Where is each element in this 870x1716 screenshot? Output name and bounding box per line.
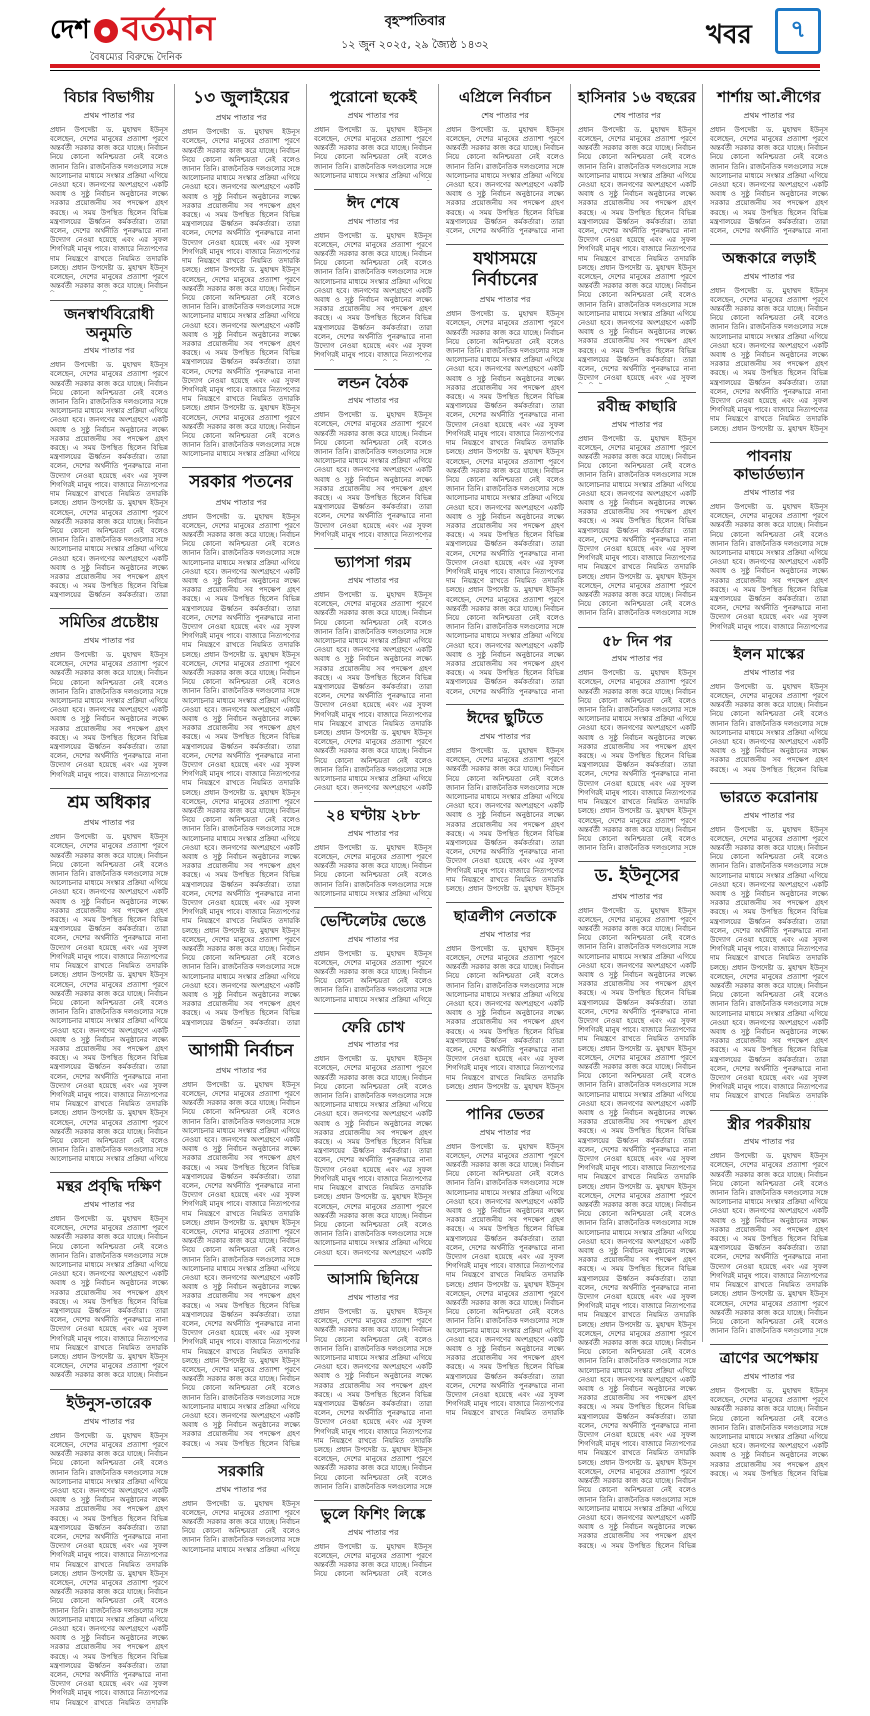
article-body: প্রধান উপদেষ্টা ড. মুহাম্মদ ইউনূস বলেছেন, দেশের মানুষের প্রত্যাশা পূরণে অন্তর্বর্তী সরকার কাজ করে যাচ্ছে। নির্বাচন নিয়ে কোনো অনিশ্চয়তা নেই বলেও জানান তিনি। রাজনৈতিক দলগুলোর সঙ্গে আলোচনার মাধ্যমে সংস্কার প্রক্রিয়া এগিয়ে নেওয়া হবে। জনগণের অংশগ্রহণে একটি অবাধ ও সুষ্ঠু নির্বাচন অনুষ্ঠানের লক্ষ্যে সরকার প্রয়োজনীয় সব পদক্ষেপ গ্রহণ করছে। এ সময় উপস্থিত ছিলেন বিভিন্ন মন্ত্রণালয়ের ঊর্ধ্বতন কর্মকর্তারা। তারা বলেন, দেশের অর্থনীতি পুনরুদ্ধারে নানা উদ্যোগ নেওয়া হয়েছে এবং এর সুফল শিগগিরই মানুষ পাবে। বাজারে নিত্যপণ্যের দাম নিয়ন্ত্রণে রাখতে নিয়মিত তদারকি চলছে। প্রধান উপদেষ্টা ড. মুহাম্মদ ইউনূস বলেছেন, দেশের মানুষের প্রত্যাশা পূরণে অন্তর্বর্তী সরকার কাজ করে যাচ্ছে। নির্বাচন bbox=[50, 1215, 168, 1380]
article-body: প্রধান উপদেষ্টা ড. মুহাম্মদ ইউনূস বলেছেন, দেশের মানুষের প্রত্যাশা পূরণে অন্তর্বর্তী সরকার কাজ করে যাচ্ছে। নির্বাচন নিয়ে কোনো অনিশ্চয়তা নেই বলেও জানান তিনি। রাজনৈতিক দলগুলোর সঙ্গে আলোচনার মাধ্যমে সংস্কার প্রক্রিয়া এগিয়ে নেওয়া হবে। জনগণের অংশগ্রহণে একটি অবাধ ও সুষ্ঠু নির্বাচন অনুষ্ঠানের লক্ষ্যে সরকার প্রয়োজনীয় সব পদক্ষেপ গ্রহণ করছে। এ সময় উপস্থিত ছিলেন বিভিন্ন মন্ত্রণালয়ের ঊর্ধ্বতন কর্মকর্তারা। তারা বলেন, দেশের অর্থনীতি পুনরুদ্ধারে নানা উদ্যোগ নেওয়া হয়েছে এবং এর সুফল শিগগিরই মানুষ পাবে। বাজারে নিত্যপণ্যের দাম নিয়ন্ত্রণে রাখতে নিয়মিত তদারকি চলছে। প্রধান উপদেষ্টা ড. মুহাম্মদ ইউনূস বলেছেন, দেশের মানুষের প্রত্যাশা পূরণে অন্তর্বর্তী সরকার কাজ করে যাচ্ছে। নির্বাচন নিয়ে কোনো অনিশ্চয়তা নেই বলেও জানান তিনি। রাজনৈতিক দলগুলোর সঙ্গে আলোচনার মাধ্যমে সংস্কার প্রক্রিয়া এগিয়ে নেওয়া হবে। জনগণের অংশগ্রহণে একটি অবাধ ও সুষ্ঠু নির্বাচন অনুষ্ঠানের লক্ষ্যে সরকার প্রয়োজনীয় সব পদক্ষেপ গ্রহণ করছে। এ সময় উপস্থিত ছিলেন বিভিন্ন মন্ত্রণালয়ের ঊর্ধ্বতন কর্মকর্তারা। তারা বলেন, দেশের অর্থনীতি পুনরুদ্ধারে নানা উদ্যোগ নেওয়া হয়েছে এবং এর সুফল শিগগিরই মানুষ পাবে। বাজারে নিত্যপণ্যের দাম নিয়ন্ত্রণে রাখতে নিয়মিত তদারকি চলছে। প্রধান উপদেষ্টা ড. মুহাম্মদ ইউনূস বলেছেন, দেশের মানুষের প্রত্যাশা পূরণে অন্তর্বর্তী সরকার কাজ করে যাচ্ছে। নির্বাচন নিয়ে কোনো অনিশ্চয়তা নেই বলেও জানান তিনি। রাজনৈতিক দলগুলোর সঙ্গে আলোচনার মাধ্যমে সংস্কার প্রক্রিয়া এগিয়ে bbox=[182, 128, 300, 459]
article-divider bbox=[578, 861, 696, 862]
article-headline[interactable]: ফেরি চোখ bbox=[341, 1017, 405, 1036]
article-headline[interactable]: পানির ভেতর bbox=[465, 1104, 545, 1123]
article-headline[interactable]: ১৩ জুলাইয়ের bbox=[193, 88, 289, 108]
article-headline[interactable]: জনস্বার্থবিরোধী অনুমতি bbox=[64, 304, 154, 342]
article-body: প্রধান উপদেষ্টা ড. মুহাম্মদ ইউনূস বলেছেন, দেশের মানুষের প্রত্যাশা পূরণে অন্তর্বর্তী সরকার কাজ করে যাচ্ছে। নির্বাচন নিয়ে কোনো অনিশ্চয়তা নেই বলেও জানান তিনি। রাজনৈতিক দলগুলোর সঙ্গে আলোচনার মাধ্যমে সংস্কার প্রক্রিয়া এগিয়ে নেওয়া হবে। জনগণের অংশগ্রহণে একটি অবাধ ও সুষ্ঠু নির্বাচন অনুষ্ঠানের লক্ষ্যে সরকার প্রয়োজনীয় সব পদক্ষেপ গ্রহণ করছে। এ সময় উপস্থিত ছিলেন বিভিন্ন মন্ত্রণালয়ের ঊর্ধ্বতন কর্মকর্তারা। তারা বলেন, দেশের অর্থনীতি পুনরুদ্ধারে নানা উদ্যোগ নেওয়া হয়েছে এবং এর সুফল শিগগিরই মানুষ পাবে। বাজারে নিত্যপণ্যের দাম নিয়ন্ত্রণে রাখতে নিয়মিত তদারকি চলছে। প্রধান উপদেষ্টা ড. মুহাম্মদ ইউনূস bbox=[446, 944, 564, 1091]
article-divider bbox=[446, 902, 564, 903]
article-body: প্রধান উপদেষ্টা ড. মুহাম্মদ ইউনূস বলেছেন, দেশের মানুষের প্রত্যাশা পূরণে অন্তর্বর্তী সরকার কাজ করে যাচ্ছে। নির্বাচন নিয়ে কোনো অনিশ্চয়তা নেই বলেও bbox=[314, 1542, 432, 1579]
continued-label: শেষ পাতার পর bbox=[613, 110, 661, 120]
article-headline[interactable]: বিচার বিভাগীয় bbox=[64, 88, 154, 106]
news-article bbox=[314, 1270, 432, 1492]
article-divider bbox=[578, 627, 696, 628]
continued-label: প্রথম পাতার পর bbox=[83, 818, 135, 828]
news-article bbox=[314, 194, 432, 361]
article-body: প্রধান উপদেষ্টা ড. মুহাম্মদ ইউনূস বলেছেন, দেশের মানুষের প্রত্যাশা পূরণে অন্তর্বর্তী সরকার কাজ করে যাচ্ছে। নির্বাচন নিয়ে কোনো অনিশ্চয়তা নেই বলেও জানান তিনি। রাজনৈতিক দলগুলোর সঙ্গে আলোচনার মাধ্যমে সংস্কার প্রক্রিয়া এগিয়ে bbox=[182, 1499, 300, 1554]
article-body: প্রধান উপদেষ্টা ড. মুহাম্মদ ইউনূস বলেছেন, দেশের মানুষের প্রত্যাশা পূরণে অন্তর্বর্তী সরকার কাজ করে যাচ্ছে। নির্বাচন নিয়ে কোনো অনিশ্চয়তা নেই বলেও জানান তিনি। রাজনৈতিক দলগুলোর সঙ্গে আলোচনার মাধ্যমে সংস্কার প্রক্রিয়া এগিয়ে নেওয়া হবে। জনগণের অংশগ্রহণে একটি অবাধ ও সুষ্ঠু নির্বাচন অনুষ্ঠানের লক্ষ্যে সরকার প্রয়োজনীয় সব পদক্ষেপ গ্রহণ করছে। এ সময় উপস্থিত ছিলেন বিভিন্ন bbox=[710, 682, 828, 774]
article-headline[interactable]: ভেন্টিলেটর ভেঙে bbox=[319, 911, 427, 930]
article-body: প্রধান উপদেষ্টা ড. মুহাম্মদ ইউনূস বলেছেন, দেশের মানুষের প্রত্যাশা পূরণে অন্তর্বর্তী সরকার কাজ করে যাচ্ছে। নির্বাচন নিয়ে কোনো অনিশ্চয়তা নেই বলেও জানান তিনি। রাজনৈতিক দলগুলোর সঙ্গে আলোচনার মাধ্যমে সংস্কার প্রক্রিয়া এগিয়ে নেওয়া হবে। জনগণের অংশগ্রহণে একটি অবাধ ও সুষ্ঠু নির্বাচন অনুষ্ঠানের লক্ষ্যে সরকার প্রয়োজনীয় সব পদক্ষেপ গ্রহণ করছে। এ সময় উপস্থিত ছিলেন বিভিন্ন মন্ত্রণালয়ের ঊর্ধ্বতন কর্মকর্তারা। তারা বলেন, দেশের অর্থনীতি পুনরুদ্ধারে নানা উদ্যোগ নেওয়া হয়েছে এবং এর সুফল শিগগিরই মানুষ পাবে। বাজারে নিত্যপণ্যের দাম নিয়ন্ত্রণে রাখতে নিয়মিত তদারকি চলছে। প্রধান উপদেষ্টা ড. মুহাম্মদ ইউনূস বলেছেন, দেশের মানুষের প্রত্যাশা পূরণে অন্তর্বর্তী সরকার কাজ করে যাচ্ছে। নির্বাচন নিয়ে কোনো অনিশ্চয়তা নেই বলেও জানান তিনি। রাজনৈতিক দলগুলোর সঙ্গে আলোচনার মাধ্যমে সংস্কার প্রক্রিয়া এগিয়ে নেওয়া হবে। জনগণের অংশগ্রহণে একটি অবাধ ও সুষ্ঠু নির্বাচন অনুষ্ঠানের লক্ষ্যে সরকার প্রয়োজনীয় সব পদক্ষেপ গ্রহণ করছে। এ সময় উপস্থিত ছিলেন বিভিন্ন মন্ত্রণালয়ের ঊর্ধ্বতন কর্মকর্তারা। তারা বলেন, দেশের অর্থনীতি পুনরুদ্ধারে নানা উদ্যোগ নেওয়া হয়েছে এবং এর সুফল bbox=[578, 125, 696, 383]
news-article bbox=[446, 907, 564, 1092]
article-body: প্রধান উপদেষ্টা ড. মুহাম্মদ ইউনূস বলেছেন, দেশের মানুষের প্রত্যাশা পূরণে অন্তর্বর্তী সরকার কাজ করে যাচ্ছে। নির্বাচন নিয়ে কোনো অনিশ্চয়তা নেই বলেও জানান তিনি। রাজনৈতিক দলগুলোর সঙ্গে আলোচনার মাধ্যমে সংস্কার প্রক্রিয়া এগিয়ে নেওয়া হবে। জনগণের অংশগ্রহণে একটি অবাধ ও সুষ্ঠু নির্বাচন অনুষ্ঠানের লক্ষ্যে সরকার প্রয়োজনীয় সব পদক্ষেপ গ্রহণ করছে। এ সময় উপস্থিত ছিলেন বিভিন্ন মন্ত্রণালয়ের ঊর্ধ্বতন কর্মকর্তারা। তারা বলেন, দেশের অর্থনীতি পুনরুদ্ধারে নানা উদ্যোগ নেওয়া হয়েছে এবং এর সুফল শিগগিরই মানুষ পাবে। বাজারে নিত্যপণ্যের দাম নিয়ন্ত্রণে রাখতে নিয়মিত তদারকি চলছে। প্রধান উপদেষ্টা ড. মুহাম্মদ ইউনূস বলেছেন, দেশের মানুষের প্রত্যাশা পূরণে অন্তর্বর্তী সরকার কাজ করে যাচ্ছে। নির্বাচন bbox=[50, 125, 168, 291]
news-article bbox=[578, 397, 696, 619]
news-article bbox=[314, 806, 432, 899]
news-article bbox=[710, 1115, 828, 1337]
article-body: প্রধান উপদেষ্টা ড. মুহাম্মদ ইউনূস বলেছেন, দেশের মানুষের প্রত্যাশা পূরণে অন্তর্বর্তী সরকার কাজ করে যাচ্ছে। নির্বাচন নিয়ে কোনো অনিশ্চয়তা নেই বলেও জানান তিনি। রাজনৈতিক দলগুলোর সঙ্গে আলোচনার মাধ্যমে সংস্কার প্রক্রিয়া এগিয়ে নেওয়া হবে। জনগণের অংশগ্রহণে একটি অবাধ ও সুষ্ঠু নির্বাচন অনুষ্ঠানের লক্ষ্যে সরকার প্রয়োজনীয় সব পদক্ষেপ গ্রহণ করছে। এ সময় উপস্থিত ছিলেন বিভিন্ন মন্ত্রণালয়ের ঊর্ধ্বতন কর্মকর্তারা। তারা বলেন, দেশের অর্থনীতি পুনরুদ্ধারে নানা উদ্যোগ নেওয়া হয়েছে এবং এর সুফল শিগগিরই মানুষ পাবে। বাজারে নিত্যপণ্যের দাম নিয়ন্ত্রণে রাখতে নিয়মিত তদারকি চলছে। প্রধান উপদেষ্টা ড. মুহাম্মদ ইউনূস বলেছেন, দেশের মানুষের প্রত্যাশা পূরণে অন্তর্বর্তী সরকার কাজ করে যাচ্ছে। নির্বাচন নিয়ে কোনো অনিশ্চয়তা নেই বলেও জানান তিনি। রাজনৈতিক দলগুলোর সঙ্গে আলোচনার মাধ্যমে সংস্কার প্রক্রিয়া এগিয়ে নেওয়া হবে। জনগণের অংশগ্রহণে একটি অবাধ ও সুষ্ঠু নির্বাচন অনুষ্ঠানের লক্ষ্যে সরকার প্রয়োজনীয় সব পদক্ষেপ গ্রহণ করছে। এ সময় উপস্থিত ছিলেন বিভিন্ন মন্ত্রণালয়ের ঊর্ধ্বতন কর্মকর্তারা। তারা বলেন, দেশের অর্থনীতি পুনরুদ্ধারে নানা উদ্যোগ নেওয়া হয়েছে এবং এর সুফল শিগগিরই মানুষ পাবে। বাজারে নিত্যপণ্যের দাম নিয়ন্ত্রণে রাখতে নিয়মিত তদারকি চলছে। প্রধান উপদেষ্টা ড. মুহাম্মদ ইউনূস বলেছেন, দেশের মানুষের প্রত্যাশা পূরণে অন্তর্বর্তী সরকার কাজ করে যাচ্ছে। নির্বাচন নিয়ে কোনো অনিশ্চয়তা নেই বলেও জানান তিনি। রাজনৈতিক দলগুলোর সঙ্গে আলোচনার মাধ্যমে সংস্কার প্রক্রিয়া এগিয়ে নেওয়া হবে। জনগণের অংশগ্রহণে একটি অবাধ ও সুষ্ঠু নির্বাচন অনুষ্ঠানের লক্ষ্যে সরকার প্রয়োজনীয় সব পদক্ষেপ গ্রহণ করছে। এ সময় উপস্থিত ছিলেন বিভিন্ন মন্ত্রণালয়ের ঊর্ধ্বতন কর্মকর্তারা। তারা বলেন, দেশের অর্থনীতি পুনরুদ্ধারে নানা উদ্যোগ নেওয়া হয়েছে এবং এর সুফল শিগগিরই মানুষ পাবে। বাজারে নিত্যপণ্যের দাম নিয়ন্ত্রণে রাখতে নিয়মিত তদারকি চলছে। প্রধান উপদেষ্টা ড. মুহাম্মদ ইউনূস বলেছেন, দেশের মানুষের প্রত্যাশা পূরণে অন্তর্বর্তী সরকার কাজ করে যাচ্ছে। নির্বাচন নিয়ে কোনো অনিশ্চয়তা নেই বলেও জানান তিনি। রাজনৈতিক দলগুলোর সঙ্গে আলোচনার মাধ্যমে সংস্কার প্রক্রিয়া এগিয়ে নেওয়া হবে। জনগণের অংশগ্রহণে একটি অবাধ ও সুষ্ঠু নির্বাচন অনুষ্ঠানের লক্ষ্যে সরকার প্রয়োজনীয় সব পদক্ষেপ গ্রহণ করছে। এ সময় উপস্থিত ছিলেন বিভিন্ন মন্ত্রণালয়ের ঊর্ধ্বতন কর্মকর্তারা। তারা bbox=[182, 512, 300, 1027]
continued-label: প্রথম পাতার পর bbox=[479, 295, 531, 305]
article-body: প্রধান উপদেষ্টা ড. মুহাম্মদ ইউনূস বলেছেন, দেশের মানুষের প্রত্যাশা পূরণে অন্তর্বর্তী সরকার কাজ করে যাচ্ছে। নির্বাচন নিয়ে কোনো অনিশ্চয়তা নেই বলেও জানান তিনি। রাজনৈতিক দলগুলোর সঙ্গে আলোচনার মাধ্যমে সংস্কার প্রক্রিয়া এগিয়ে নেওয়া হবে। জনগণের অংশগ্রহণে একটি অবাধ ও সুষ্ঠু নির্বাচন অনুষ্ঠানের লক্ষ্যে সরকার প্রয়োজনীয় সব পদক্ষেপ গ্রহণ করছে। এ সময় উপস্থিত ছিলেন বিভিন্ন মন্ত্রণালয়ের ঊর্ধ্বতন কর্মকর্তারা। তারা বলেন, দেশের অর্থনীতি পুনরুদ্ধারে নানা উদ্যোগ নেওয়া হয়েছে এবং এর সুফল শিগগিরই মানুষ পাবে। বাজারে নিত্যপণ্যের দাম নিয়ন্ত্রণে রাখতে নিয়মিত তদারকি চলছে। প্রধান উপদেষ্টা ড. মুহাম্মদ ইউনূস বলেছেন, দেশের মানুষের প্রত্যাশা পূরণে অন্তর্বর্তী সরকার কাজ করে যাচ্ছে। নির্বাচন নিয়ে কোনো অনিশ্চয়তা নেই বলেও জানান তিনি। রাজনৈতিক দলগুলোর সঙ্গে আলোচনার মাধ্যমে সংস্কার প্রক্রিয়া এগিয়ে নেওয়া হবে। জনগণের অংশগ্রহণে একটি bbox=[314, 591, 432, 793]
article-divider bbox=[50, 1172, 168, 1173]
article-body: প্রধান উপদেষ্টা ড. মুহাম্মদ ইউনূস বলেছেন, দেশের মানুষের প্রত্যাশা পূরণে অন্তর্বর্তী সরকার কাজ করে যাচ্ছে। নির্বাচন নিয়ে কোনো অনিশ্চয়তা নেই বলেও জানান তিনি। রাজনৈতিক দলগুলোর সঙ্গে আলোচনার মাধ্যমে সংস্কার প্রক্রিয়া এগিয়ে bbox=[314, 125, 432, 180]
article-headline[interactable]: ত্রাণের অপেক্ষায় bbox=[719, 1349, 819, 1368]
article-divider bbox=[314, 907, 432, 908]
news-article bbox=[446, 249, 564, 697]
news-article bbox=[578, 866, 696, 1550]
article-headline[interactable]: ৫৮ দিন পর bbox=[602, 631, 672, 650]
article-body: প্রধান উপদেষ্টা ড. মুহাম্মদ ইউনূস বলেছেন, দেশের মানুষের প্রত্যাশা পূরণে অন্তর্বর্তী সরকার কাজ করে যাচ্ছে। নির্বাচন নিয়ে কোনো অনিশ্চয়তা নেই বলেও জানান তিনি। রাজনৈতিক দলগুলোর সঙ্গে আলোচনার মাধ্যমে সংস্কার প্রক্রিয়া এগিয়ে নেওয়া হবে। জনগণের অংশগ্রহণে একটি অবাধ ও সুষ্ঠু নির্বাচন অনুষ্ঠানের লক্ষ্যে সরকার প্রয়োজনীয় সব পদক্ষেপ গ্রহণ করছে। এ সময় উপস্থিত ছিলেন বিভিন্ন মন্ত্রণালয়ের ঊর্ধ্বতন কর্মকর্তারা। তারা বলেন, দেশের অর্থনীতি পুনরুদ্ধারে নানা উদ্যোগ নেওয়া হয়েছে এবং এর সুফল শিগগিরই মানুষ পাবে। বাজারে নিত্যপণ্যের দাম নিয়ন্ত্রণে রাখতে নিয়মিত তদারকি চলছে। প্রধান উপদেষ্টা ড. মুহাম্মদ ইউনূস বলেছেন, দেশের মানুষের প্রত্যাশা পূরণে অন্তর্বর্তী সরকার কাজ করে যাচ্ছে। নির্বাচন নিয়ে কোনো অনিশ্চয়তা নেই বলেও জানান তিনি। রাজনৈতিক দলগুলোর সঙ্গে আলোচনার মাধ্যমে সংস্কার প্রক্রিয়া এগিয়ে নেওয়া হবে। জনগণের অংশগ্রহণে একটি অবাধ ও সুষ্ঠু নির্বাচন অনুষ্ঠানের লক্ষ্যে সরকার প্রয়োজনীয় সব পদক্ষেপ গ্রহণ করছে। এ সময় উপস্থিত ছিলেন বিভিন্ন মন্ত্রণালয়ের ঊর্ধ্বতন কর্মকর্তারা। তারা বলেন, দেশের অর্থনীতি পুনরুদ্ধারে নানা উদ্যোগ নেওয়া হয়েছে এবং এর সুফল শিগগিরই মানুষ পাবে। বাজারে নিত্যপণ্যের দাম নিয়ন্ত্রণে রাখতে নিয়মিত তদারকি চলছে। প্রধান উপদেষ্টা ড. মুহাম্মদ ইউনূস বলেছেন, দেশের মানুষের প্রত্যাশা পূরণে অন্তর্বর্তী সরকার কাজ করে যাচ্ছে। নির্বাচন নিয়ে কোনো অনিশ্চয়তা নেই বলেও জানান তিনি। রাজনৈতিক দলগুলোর সঙ্গে আলোচনার মাধ্যমে সংস্কার প্রক্রিয়া এগিয়ে bbox=[50, 833, 168, 1164]
news-article bbox=[182, 88, 300, 459]
article-divider bbox=[314, 1013, 432, 1014]
news-article bbox=[446, 709, 564, 894]
article-body: প্রধান উপদেষ্টা ড. মুহাম্মদ ইউনূস বলেছেন, দেশের মানুষের প্রত্যাশা পূরণে অন্তর্বর্তী সরকার কাজ করে যাচ্ছে। নির্বাচন নিয়ে কোনো অনিশ্চয়তা নেই বলেও জানান তিনি। রাজনৈতিক দলগুলোর সঙ্গে আলোচনার মাধ্যমে সংস্কার প্রক্রিয়া এগিয়ে নেওয়া হবে। জনগণের অংশগ্রহণে একটি অবাধ ও সুষ্ঠু নির্বাচন অনুষ্ঠানের লক্ষ্যে সরকার প্রয়োজনীয় সব পদক্ষেপ গ্রহণ করছে। এ সময় উপস্থিত ছিলেন বিভিন্ন মন্ত্রণালয়ের ঊর্ধ্বতন কর্মকর্তারা। তারা বলেন, দেশের অর্থনীতি পুনরুদ্ধারে নানা উদ্যোগ নেওয়া হয়েছে এবং এর সুফল শিগগিরই মানুষ পাবে। বাজারে নিত্যপণ্যের দাম নিয়ন্ত্রণে রাখতে নিয়মিত তদারকি চলছে। প্রধান উপদেষ্টা ড. মুহাম্মদ ইউনূস বলেছেন, দেশের মানুষের প্রত্যাশা পূরণে অন্তর্বর্তী সরকার কাজ করে যাচ্ছে। নির্বাচন নিয়ে কোনো অনিশ্চয়তা নেই বলেও জানান তিনি। রাজনৈতিক দলগুলোর সঙ্গে আলোচনার মাধ্যমে সংস্কার প্রক্রিয়া এগিয়ে নেওয়া হবে। জনগণের অংশগ্রহণে একটি bbox=[314, 1055, 432, 1257]
news-article bbox=[314, 1018, 432, 1258]
news-article bbox=[50, 305, 168, 601]
article-headline[interactable]: ভারতে করোনায় bbox=[720, 787, 818, 806]
article-divider bbox=[314, 801, 432, 802]
article-divider bbox=[314, 189, 432, 190]
news-article bbox=[182, 472, 300, 1027]
masthead bbox=[0, 0, 870, 80]
news-article bbox=[50, 793, 168, 1164]
article-body: প্রধান উপদেষ্টা ড. মুহাম্মদ ইউনূস বলেছেন, দেশের মানুষের প্রত্যাশা পূরণে অন্তর্বর্তী সরকার কাজ করে যাচ্ছে। নির্বাচন নিয়ে কোনো অনিশ্চয়তা নেই বলেও জানান তিনি। রাজনৈতিক দলগুলোর সঙ্গে আলোচনার মাধ্যমে সংস্কার প্রক্রিয়া এগিয়ে নেওয়া হবে। জনগণের অংশগ্রহণে একটি অবাধ ও সুষ্ঠু নির্বাচন অনুষ্ঠানের লক্ষ্যে সরকার প্রয়োজনীয় সব পদক্ষেপ গ্রহণ করছে। এ সময় উপস্থিত ছিলেন বিভিন্ন মন্ত্রণালয়ের ঊর্ধ্বতন কর্মকর্তারা। তারা বলেন, দেশের অর্থনীতি পুনরুদ্ধারে নানা উদ্যোগ নেওয়া হয়েছে এবং এর সুফল শিগগিরই মানুষ পাবে। বাজারে নিত্যপণ্যের bbox=[314, 411, 432, 539]
continued-label: প্রথম পাতার পর bbox=[347, 576, 399, 585]
article-body: প্রধান উপদেষ্টা ড. মুহাম্মদ ইউনূস বলেছেন, দেশের মানুষের প্রত্যাশা পূরণে অন্তর্বর্তী সরকার কাজ করে যাচ্ছে। নির্বাচন নিয়ে কোনো অনিশ্চয়তা নেই বলেও জানান তিনি। রাজনৈতিক দলগুলোর সঙ্গে আলোচনার মাধ্যমে সংস্কার প্রক্রিয়া এগিয়ে নেওয়া হবে। জনগণের অংশগ্রহণে একটি অবাধ ও সুষ্ঠু নির্বাচন অনুষ্ঠানের লক্ষ্যে সরকার প্রয়োজনীয় সব পদক্ষেপ গ্রহণ করছে। এ সময় উপস্থিত ছিলেন বিভিন্ন মন্ত্রণালয়ের ঊর্ধ্বতন কর্মকর্তারা। তারা বলেন, দেশের অর্থনীতি পুনরুদ্ধারে নানা উদ্যোগ নেওয়া হয়েছে এবং এর সুফল শিগগিরই মানুষ পাবে। বাজারে নিত্যপণ্যের দাম নিয়ন্ত্রণে রাখতে নিয়মিত তদারকি চলছে। প্রধান উপদেষ্টা ড. মুহাম্মদ ইউনূস bbox=[710, 286, 828, 433]
article-divider bbox=[314, 548, 432, 549]
continued-label: শেষ পাতার পর bbox=[481, 110, 529, 120]
news-article bbox=[710, 249, 828, 434]
article-headline[interactable]: ছাত্রলীগ নেতাকে bbox=[453, 907, 557, 925]
continued-label: প্রথম পাতার পর bbox=[215, 1065, 267, 1075]
news-column bbox=[314, 84, 432, 1588]
newspaper-logo bbox=[50, 8, 216, 50]
article-divider bbox=[710, 442, 828, 443]
article-divider bbox=[446, 704, 564, 705]
article-headline[interactable]: লন্ডন বৈঠক bbox=[337, 373, 409, 392]
article-body: প্রধান উপদেষ্টা ড. মুহাম্মদ ইউনূস বলেছেন, দেশের মানুষের প্রত্যাশা পূরণে অন্তর্বর্তী সরকার কাজ করে যাচ্ছে। নির্বাচন নিয়ে কোনো অনিশ্চয়তা নেই বলেও জানান তিনি। রাজনৈতিক দলগুলোর সঙ্গে আলোচনার মাধ্যমে সংস্কার প্রক্রিয়া এগিয়ে নেওয়া হবে। জনগণের অংশগ্রহণে একটি অবাধ ও সুষ্ঠু নির্বাচন অনুষ্ঠানের লক্ষ্যে সরকার প্রয়োজনীয় সব পদক্ষেপ গ্রহণ করছে। এ সময় উপস্থিত ছিলেন বিভিন্ন মন্ত্রণালয়ের ঊর্ধ্বতন কর্মকর্তারা। তারা বলেন, দেশের অর্থনীতি পুনরুদ্ধারে নানা উদ্যোগ নেওয়া হয়েছে এবং এর সুফল শিগগিরই মানুষ পাবে। বাজারে নিত্যপণ্যের দাম নিয়ন্ত্রণে রাখতে নিয়মিত তদারকি চলছে। প্রধান উপদেষ্টা ড. মুহাম্মদ ইউনূস বলেছেন, দেশের মানুষের প্রত্যাশা পূরণে অন্তর্বর্তী সরকার কাজ করে যাচ্ছে। নির্বাচন নিয়ে কোনো অনিশ্চয়তা নেই বলেও জানান তিনি। রাজনৈতিক দলগুলোর সঙ্গে bbox=[314, 1308, 432, 1491]
article-divider bbox=[710, 1110, 828, 1111]
continued-label: প্রথম পাতার পর bbox=[347, 216, 399, 226]
news-article bbox=[182, 1462, 300, 1555]
article-divider bbox=[710, 1344, 828, 1345]
news-article bbox=[50, 1177, 168, 1381]
article-headline[interactable]: পাবনায় কাভার্ডভ্যান bbox=[733, 446, 805, 484]
continued-label: প্রথম পাতার পর bbox=[347, 828, 399, 838]
continued-label: প্রথম পাতার পর bbox=[83, 346, 135, 356]
date-label: ১২ জুন ২০২৫, ২৯ জ্যৈষ্ঠ ১৪৩২ bbox=[341, 38, 489, 51]
news-article bbox=[314, 88, 432, 181]
tagline: বৈষম্যের বিরুদ্ধে দৈনিক bbox=[90, 52, 183, 63]
article-divider bbox=[182, 1036, 300, 1037]
article-body: প্রধান উপদেষ্টা ড. মুহাম্মদ ইউনূস বলেছেন, দেশের মানুষের প্রত্যাশা পূরণে অন্তর্বর্তী সরকার কাজ করে যাচ্ছে। নির্বাচন নিয়ে কোনো অনিশ্চয়তা নেই বলেও জানান তিনি। রাজনৈতিক দলগুলোর সঙ্গে আলোচনার মাধ্যমে সংস্কার প্রক্রিয়া এগিয়ে নেওয়া হবে। জনগণের অংশগ্রহণে একটি অবাধ ও সুষ্ঠু নির্বাচন অনুষ্ঠানের লক্ষ্যে সরকার প্রয়োজনীয় সব পদক্ষেপ গ্রহণ করছে। এ সময় উপস্থিত ছিলেন বিভিন্ন মন্ত্রণালয়ের ঊর্ধ্বতন কর্মকর্তারা। তারা বলেন, দেশের অর্থনীতি পুনরুদ্ধারে নানা উদ্যোগ নেওয়া হয়েছে এবং এর সুফল শিগগিরই মানুষ পাবে। বাজারে নিত্যপণ্যের দাম নিয়ন্ত্রণে রাখতে নিয়মিত তদারকি চলছে। প্রধান উপদেষ্টা ড. মুহাম্মদ ইউনূস বলেছেন, দেশের মানুষের প্রত্যাশা পূরণে অন্তর্বর্তী সরকার কাজ করে যাচ্ছে। নির্বাচন নিয়ে কোনো অনিশ্চয়তা নেই বলেও জানান তিনি। রাজনৈতিক দলগুলোর সঙ্গে আলোচনার মাধ্যমে সংস্কার প্রক্রিয়া এগিয়ে নেওয়া হবে। জনগণের অংশগ্রহণে একটি অবাধ ও সুষ্ঠু নির্বাচন অনুষ্ঠানের লক্ষ্যে সরকার প্রয়োজনীয় সব পদক্ষেপ গ্রহণ করছে। এ সময় উপস্থিত ছিলেন বিভিন্ন মন্ত্রণালয়ের ঊর্ধ্বতন কর্মকর্তারা। তারা bbox=[50, 361, 168, 600]
article-body: প্রধান উপদেষ্টা ড. মুহাম্মদ ইউনূস বলেছেন, দেশের মানুষের প্রত্যাশা পূরণে অন্তর্বর্তী সরকার কাজ করে যাচ্ছে। নির্বাচন নিয়ে কোনো অনিশ্চয়তা নেই বলেও জানান তিনি। রাজনৈতিক দলগুলোর সঙ্গে আলোচনার মাধ্যমে সংস্কার প্রক্রিয়া এগিয়ে নেওয়া হবে। জনগণের অংশগ্রহণে একটি অবাধ ও সুষ্ঠু নির্বাচন অনুষ্ঠানের লক্ষ্যে সরকার প্রয়োজনীয় সব পদক্ষেপ গ্রহণ করছে। এ সময় উপস্থিত ছিলেন বিভিন্ন মন্ত্রণালয়ের ঊর্ধ্বতন কর্মকর্তারা। তারা বলেন, দেশের অর্থনীতি পুনরুদ্ধারে নানা উদ্যোগ নেওয়া হয়েছে এবং এর সুফল শিগগিরই মানুষ পাবে। বাজারে নিত্যপণ্যের দাম নিয়ন্ত্রণে রাখতে নিয়মিত তদারকি চলছে। প্রধান উপদেষ্টা ড. মুহাম্মদ ইউনূস বলেছেন, দেশের মানুষের প্রত্যাশা পূরণে অন্তর্বর্তী সরকার কাজ করে যাচ্ছে। নির্বাচন নিয়ে কোনো অনিশ্চয়তা নেই বলেও জানান তিনি। রাজনৈতিক দলগুলোর সঙ্গে bbox=[578, 669, 696, 853]
article-body: প্রধান উপদেষ্টা ড. মুহাম্মদ ইউনূস বলেছেন, দেশের মানুষের প্রত্যাশা পূরণে অন্তর্বর্তী সরকার কাজ করে যাচ্ছে। নির্বাচন নিয়ে কোনো অনিশ্চয়তা নেই বলেও জানান তিনি। রাজনৈতিক দলগুলোর সঙ্গে আলোচনার মাধ্যমে সংস্কার প্রক্রিয়া এগিয়ে নেওয়া হবে। জনগণের অংশগ্রহণে একটি অবাধ ও সুষ্ঠু নির্বাচন অনুষ্ঠানের লক্ষ্যে সরকার প্রয়োজনীয় সব পদক্ষেপ গ্রহণ করছে। এ সময় উপস্থিত ছিলেন বিভিন্ন মন্ত্রণালয়ের ঊর্ধ্বতন কর্মকর্তারা। তারা বলেন, দেশের অর্থনীতি পুনরুদ্ধারে নানা উদ্যোগ নেওয়া হয়েছে এবং এর সুফল শিগগিরই মানুষ পাবে। বাজারে নিত্যপণ্যের দাম নিয়ন্ত্রণে রাখতে নিয়মিত তদারকি চলছে। প্রধান উপদেষ্টা ড. মুহাম্মদ ইউনূস বলেছেন, দেশের মানুষের প্রত্যাশা পূরণে অন্তর্বর্তী সরকার কাজ করে যাচ্ছে। নির্বাচন নিয়ে কোনো অনিশ্চয়তা নেই বলেও জানান তিনি। রাজনৈতিক দলগুলোর সঙ্গে bbox=[578, 434, 696, 618]
article-headline[interactable]: পুরোনো ছকেই bbox=[329, 88, 417, 106]
article-headline[interactable]: আসামি ছিনিয়ে bbox=[327, 1270, 419, 1289]
continued-label: প্রথম পাতার পর bbox=[83, 1200, 135, 1209]
logo-circle-icon: ● bbox=[94, 19, 118, 43]
continued-label: প্রথম পাতার পর bbox=[743, 667, 795, 677]
article-divider bbox=[314, 1265, 432, 1266]
day-label: বৃহস্পতিবার bbox=[384, 14, 446, 29]
continued-label: প্রথম পাতার পর bbox=[743, 110, 795, 120]
news-article bbox=[446, 88, 564, 236]
article-headline[interactable]: ইউনুস-তারেক bbox=[66, 1394, 152, 1412]
news-article bbox=[578, 632, 696, 854]
news-article bbox=[710, 88, 828, 236]
article-headline[interactable]: শার্শায় আ.লীগের bbox=[717, 88, 821, 106]
news-article bbox=[710, 645, 828, 775]
article-body: প্রধান উপদেষ্টা ড. মুহাম্মদ ইউনূস বলেছেন, দেশের মানুষের প্রত্যাশা পূরণে অন্তর্বর্তী সরকার কাজ করে যাচ্ছে। নির্বাচন নিয়ে কোনো অনিশ্চয়তা নেই বলেও জানান তিনি। রাজনৈতিক দলগুলোর সঙ্গে আলোচনার মাধ্যমে সংস্কার প্রক্রিয়া এগিয়ে নেওয়া হবে। জনগণের অংশগ্রহণে একটি অবাধ ও সুষ্ঠু নির্বাচন অনুষ্ঠানের লক্ষ্যে সরকার প্রয়োজনীয় সব পদক্ষেপ গ্রহণ করছে। এ সময় উপস্থিত ছিলেন বিভিন্ন মন্ত্রণালয়ের ঊর্ধ্বতন কর্মকর্তারা। তারা বলেন, দেশের অর্থনীতি পুনরুদ্ধারে নানা bbox=[710, 125, 828, 235]
article-headline[interactable]: অন্ধকারে লড়াই bbox=[722, 248, 816, 267]
article-divider bbox=[578, 392, 696, 393]
news-article bbox=[710, 788, 828, 1102]
continued-label: প্রথম পাতার পর bbox=[83, 110, 135, 120]
continued-label: প্রথম পাতার পর bbox=[347, 1293, 399, 1302]
news-article bbox=[446, 1105, 564, 1419]
continued-label: প্রথম পাতার পর bbox=[479, 1127, 531, 1137]
article-headline[interactable]: স্ত্রীর পরকীয়ায় bbox=[727, 1114, 811, 1133]
continued-label: প্রথম পাতার পর bbox=[743, 1137, 795, 1147]
logo-text-part1: দেশ bbox=[50, 15, 90, 45]
page-number-badge: ৭ bbox=[775, 8, 821, 54]
continued-label: প্রথম পাতার পর bbox=[347, 1040, 399, 1050]
continued-label: প্রথম পাতার পর bbox=[611, 654, 663, 664]
article-headline[interactable]: ২৪ ঘণ্টায় ২৮৮ bbox=[325, 806, 421, 824]
column-divider bbox=[702, 84, 703, 1342]
continued-label: প্রথম পাতার পর bbox=[215, 497, 267, 507]
article-body: প্রধান উপদেষ্টা ড. মুহাম্মদ ইউনূস বলেছেন, দেশের মানুষের প্রত্যাশা পূরণে অন্তর্বর্তী সরকার কাজ করে যাচ্ছে। নির্বাচন নিয়ে কোনো অনিশ্চয়তা নেই বলেও জানান তিনি। রাজনৈতিক দলগুলোর সঙ্গে আলোচনার মাধ্যমে সংস্কার প্রক্রিয়া এগিয়ে নেওয়া হবে। জনগণের অংশগ্রহণে একটি অবাধ ও সুষ্ঠু নির্বাচন অনুষ্ঠানের লক্ষ্যে সরকার প্রয়োজনীয় সব পদক্ষেপ গ্রহণ করছে। এ সময় উপস্থিত ছিলেন বিভিন্ন মন্ত্রণালয়ের ঊর্ধ্বতন কর্মকর্তারা। তারা বলেন, দেশের অর্থনীতি পুনরুদ্ধারে নানা উদ্যোগ নেওয়া হয়েছে এবং এর সুফল শিগগিরই মানুষ পাবে। বাজারে নিত্যপণ্যের দাম নিয়ন্ত্রণে রাখতে নিয়মিত তদারকি চলছে। প্রধান উপদেষ্টা ড. মুহাম্মদ ইউনূস বলেছেন, দেশের মানুষের প্রত্যাশা পূরণে অন্তর্বর্তী সরকার কাজ করে যাচ্ছে। নির্বাচন নিয়ে কোনো অনিশ্চয়তা নেই বলেও জানান তিনি। রাজনৈতিক দলগুলোর সঙ্গে আলোচনার মাধ্যমে সংস্কার প্রক্রিয়া এগিয়ে নেওয়া হবে। জনগণের অংশগ্রহণে একটি অবাধ ও সুষ্ঠু নির্বাচন অনুষ্ঠানের লক্ষ্যে সরকার প্রয়োজনীয় সব পদক্ষেপ গ্রহণ করছে। এ সময় উপস্থিত ছিলেন বিভিন্ন মন্ত্রণালয়ের ঊর্ধ্বতন কর্মকর্তারা। তারা বলেন, দেশের অর্থনীতি পুনরুদ্ধারে নানা উদ্যোগ নেওয়া হয়েছে এবং এর সুফল শিগগিরই মানুষ পাবে। বাজারে নিত্যপণ্যের দাম নিয়ন্ত্রণে রাখতে নিয়মিত তদারকি bbox=[446, 1142, 564, 1418]
dateline bbox=[315, 12, 515, 55]
continued-label: প্রথম পাতার পর bbox=[347, 934, 399, 944]
article-body: প্রধান উপদেষ্টা ড. মুহাম্মদ ইউনূস বলেছেন, দেশের মানুষের প্রত্যাশা পূরণে অন্তর্বর্তী সরকার কাজ করে যাচ্ছে। নির্বাচন নিয়ে কোনো অনিশ্চয়তা নেই বলেও জানান তিনি। রাজনৈতিক দলগুলোর সঙ্গে আলোচনার মাধ্যমে সংস্কার প্রক্রিয়া এগিয়ে নেওয়া হবে। জনগণের অংশগ্রহণে একটি অবাধ ও সুষ্ঠু নির্বাচন অনুষ্ঠানের লক্ষ্যে সরকার প্রয়োজনীয় সব পদক্ষেপ গ্রহণ করছে। এ সময় উপস্থিত ছিলেন বিভিন্ন bbox=[710, 1387, 828, 1478]
article-body: প্রধান উপদেষ্টা ড. মুহাম্মদ ইউনূস বলেছেন, দেশের মানুষের প্রত্যাশা পূরণে অন্তর্বর্তী সরকার কাজ করে যাচ্ছে। নির্বাচন নিয়ে কোনো অনিশ্চয়তা নেই বলেও জানান তিনি। রাজনৈতিক দলগুলোর সঙ্গে আলোচনার মাধ্যমে সংস্কার প্রক্রিয়া এগিয়ে নেওয়া হবে। জনগণের অংশগ্রহণে একটি অবাধ ও সুষ্ঠু নির্বাচন অনুষ্ঠানের লক্ষ্যে সরকার প্রয়োজনীয় সব পদক্ষেপ গ্রহণ করছে। এ সময় উপস্থিত ছিলেন বিভিন্ন মন্ত্রণালয়ের ঊর্ধ্বতন কর্মকর্তারা। তারা বলেন, দেশের অর্থনীতি পুনরুদ্ধারে নানা উদ্যোগ নেওয়া হয়েছে এবং এর সুফল শিগগিরই মানুষ পাবে। বাজারে নিত্যপণ্যের bbox=[314, 231, 432, 360]
masthead-rule bbox=[50, 64, 820, 68]
article-headline[interactable]: আগামী নির্বাচন bbox=[188, 1040, 294, 1061]
article-divider bbox=[710, 244, 828, 245]
masthead-thin-rule bbox=[50, 70, 820, 71]
article-headline[interactable]: ভুলে ফিশিং লিঙ্কে bbox=[320, 1505, 426, 1523]
article-body: প্রধান উপদেষ্টা ড. মুহাম্মদ ইউনূস বলেছেন, দেশের মানুষের প্রত্যাশা পূরণে অন্তর্বর্তী সরকার কাজ করে যাচ্ছে। নির্বাচন নিয়ে কোনো অনিশ্চয়তা নেই বলেও জানান তিনি। রাজনৈতিক দলগুলোর সঙ্গে আলোচনার মাধ্যমে সংস্কার প্রক্রিয়া এগিয়ে নেওয়া হবে। জনগণের অংশগ্রহণে একটি অবাধ ও সুষ্ঠু নির্বাচন অনুষ্ঠানের লক্ষ্যে সরকার প্রয়োজনীয় সব পদক্ষেপ গ্রহণ করছে। এ সময় উপস্থিত ছিলেন বিভিন্ন মন্ত্রণালয়ের ঊর্ধ্বতন কর্মকর্তারা। তারা বলেন, দেশের অর্থনীতি পুনরুদ্ধারে নানা উদ্যোগ নেওয়া হয়েছে এবং এর সুফল শিগগিরই মানুষ পাবে। বাজারে নিত্যপণ্যের bbox=[710, 503, 828, 631]
column-divider bbox=[438, 84, 439, 1342]
article-headline[interactable]: সরকার পতনের bbox=[189, 472, 293, 493]
continued-label: প্রথম পাতার পর bbox=[743, 488, 795, 497]
column-divider bbox=[174, 84, 175, 1342]
article-divider bbox=[50, 788, 168, 789]
article-body: প্রধান উপদেষ্টা ড. মুহাম্মদ ইউনূস বলেছেন, দেশের মানুষের প্রত্যাশা পূরণে অন্তর্বর্তী সরকার কাজ করে যাচ্ছে। নির্বাচন নিয়ে কোনো অনিশ্চয়তা নেই বলেও জানান তিনি। রাজনৈতিক দলগুলোর সঙ্গে আলোচনার মাধ্যমে সংস্কার প্রক্রিয়া এগিয়ে bbox=[314, 843, 432, 898]
article-divider bbox=[710, 783, 828, 784]
news-article bbox=[314, 1505, 432, 1580]
article-headline[interactable]: মন্থর প্রবৃদ্ধি দক্ষিণ bbox=[56, 1177, 162, 1196]
article-divider bbox=[710, 640, 828, 641]
article-headline[interactable]: যথাসময়ে নির্বাচনের bbox=[472, 248, 538, 290]
news-column bbox=[578, 84, 696, 1559]
article-headline[interactable]: সমিতির প্রচেষ্টায় bbox=[59, 613, 159, 632]
continued-label: প্রথম পাতার পর bbox=[611, 419, 663, 429]
article-divider bbox=[50, 608, 168, 609]
article-divider bbox=[446, 1100, 564, 1101]
continued-label: প্রথম পাতার পর bbox=[743, 1372, 795, 1381]
continued-label: প্রথম পাতার পর bbox=[83, 1416, 135, 1426]
news-article bbox=[50, 1394, 168, 1708]
article-body: প্রধান উপদেষ্টা ড. মুহাম্মদ ইউনূস বলেছেন, দেশের মানুষের প্রত্যাশা পূরণে অন্তর্বর্তী সরকার কাজ করে যাচ্ছে। নির্বাচন নিয়ে কোনো অনিশ্চয়তা নেই বলেও জানান তিনি। রাজনৈতিক দলগুলোর সঙ্গে আলোচনার মাধ্যমে সংস্কার প্রক্রিয়া এগিয়ে নেওয়া হবে। জনগণের অংশগ্রহণে একটি অবাধ ও সুষ্ঠু নির্বাচন অনুষ্ঠানের লক্ষ্যে সরকার প্রয়োজনীয় সব পদক্ষেপ গ্রহণ করছে। এ সময় উপস্থিত ছিলেন বিভিন্ন মন্ত্রণালয়ের ঊর্ধ্বতন কর্মকর্তারা। তারা বলেন, দেশের অর্থনীতি পুনরুদ্ধারে নানা উদ্যোগ নেওয়া হয়েছে এবং এর সুফল শিগগিরই মানুষ পাবে। বাজারে নিত্যপণ্যের দাম নিয়ন্ত্রণে রাখতে নিয়মিত তদারকি চলছে। প্রধান উপদেষ্টা ড. মুহাম্মদ ইউনূস বলেছেন, দেশের মানুষের প্রত্যাশা পূরণে অন্তর্বর্তী সরকার কাজ করে যাচ্ছে। নির্বাচন নিয়ে কোনো অনিশ্চয়তা নেই বলেও জানান তিনি। রাজনৈতিক দলগুলোর সঙ্গে আলোচনার মাধ্যমে সংস্কার প্রক্রিয়া এগিয়ে নেওয়া হবে। জনগণের অংশগ্রহণে একটি অবাধ ও সুষ্ঠু নির্বাচন অনুষ্ঠানের লক্ষ্যে সরকার প্রয়োজনীয় সব পদক্ষেপ গ্রহণ করছে। এ সময় উপস্থিত ছিলেন বিভিন্ন মন্ত্রণালয়ের ঊর্ধ্বতন কর্মকর্তারা। তারা বলেন, দেশের অর্থনীতি পুনরুদ্ধারে নানা উদ্যোগ নেওয়া হয়েছে এবং এর সুফল শিগগিরই মানুষ পাবে। বাজারে নিত্যপণ্যের দাম নিয়ন্ত্রণে রাখতে নিয়মিত তদারকি চলছে। প্রধান উপদেষ্টা ড. মুহাম্মদ ইউনূস বলেছেন, দেশের মানুষের প্রত্যাশা পূরণে অন্তর্বর্তী সরকার কাজ করে যাচ্ছে। নির্বাচন নিয়ে কোনো অনিশ্চয়তা নেই বলেও জানান তিনি। রাজনৈতিক দলগুলোর সঙ্গে আলোচনার মাধ্যমে সংস্কার প্রক্রিয়া এগিয়ে নেওয়া হবে। জনগণের অংশগ্রহণে একটি অবাধ ও সুষ্ঠু নির্বাচন অনুষ্ঠানের লক্ষ্যে সরকার প্রয়োজনীয় সব পদক্ষেপ গ্রহণ করছে। এ সময় উপস্থিত ছিলেন বিভিন্ন মন্ত্রণালয়ের ঊর্ধ্বতন কর্মকর্তারা। তারা বলেন, দেশের অর্থনীতি পুনরুদ্ধারে নানা bbox=[446, 310, 564, 696]
article-headline[interactable]: এপ্রিলে নির্বাচন bbox=[458, 88, 552, 106]
continued-label: প্রথম পাতার পর bbox=[479, 929, 531, 939]
article-body: প্রধান উপদেষ্টা ড. মুহাম্মদ ইউনূস বলেছেন, দেশের মানুষের প্রত্যাশা পূরণে অন্তর্বর্তী সরকার কাজ করে যাচ্ছে। নির্বাচন নিয়ে কোনো অনিশ্চয়তা নেই বলেও জানান তিনি। রাজনৈতিক দলগুলোর সঙ্গে আলোচনার মাধ্যমে সংস্কার প্রক্রিয়া এগিয়ে নেওয়া হবে। জনগণের অংশগ্রহণে একটি অবাধ ও সুষ্ঠু নির্বাচন অনুষ্ঠানের লক্ষ্যে সরকার প্রয়োজনীয় সব পদক্ষেপ গ্রহণ করছে। এ সময় উপস্থিত ছিলেন বিভিন্ন মন্ত্রণালয়ের ঊর্ধ্বতন কর্মকর্তারা। তারা বলেন, দেশের অর্থনীতি পুনরুদ্ধারে নানা উদ্যোগ নেওয়া হয়েছে এবং এর সুফল শিগগিরই মানুষ পাবে। বাজারে নিত্যপণ্যের দাম নিয়ন্ত্রণে রাখতে নিয়মিত তদারকি চলছে। প্রধান উপদেষ্টা ড. মুহাম্মদ ইউনূস বলেছেন, দেশের মানুষের প্রত্যাশা পূরণে অন্তর্বর্তী সরকার কাজ করে যাচ্ছে। নির্বাচন নিয়ে কোনো অনিশ্চয়তা নেই বলেও জানান তিনি। রাজনৈতিক দলগুলোর সঙ্গে আলোচনার মাধ্যমে সংস্কার প্রক্রিয়া এগিয়ে নেওয়া হবে। জনগণের অংশগ্রহণে একটি অবাধ ও সুষ্ঠু নির্বাচন অনুষ্ঠানের লক্ষ্যে সরকার প্রয়োজনীয় সব পদক্ষেপ গ্রহণ করছে। এ সময় উপস্থিত ছিলেন বিভিন্ন মন্ত্রণালয়ের ঊর্ধ্বতন কর্মকর্তারা। তারা বলেন, দেশের অর্থনীতি পুনরুদ্ধারে নানা উদ্যোগ নেওয়া হয়েছে এবং এর সুফল শিগগিরই মানুষ পাবে। বাজারে নিত্যপণ্যের দাম নিয়ন্ত্রণে রাখতে নিয়মিত তদারকি চলছে। প্রধান উপদেষ্টা ড. মুহাম্মদ ইউনূস বলেছেন, দেশের মানুষের প্রত্যাশা পূরণে অন্তর্বর্তী সরকার কাজ করে যাচ্ছে। নির্বাচন নিয়ে কোনো অনিশ্চয়তা নেই বলেও জানান তিনি। রাজনৈতিক দলগুলোর সঙ্গে আলোচনার মাধ্যমে সংস্কার প্রক্রিয়া এগিয়ে নেওয়া হবে। জনগণের অংশগ্রহণে একটি অবাধ ও সুষ্ঠু নির্বাচন অনুষ্ঠানের লক্ষ্যে সরকার প্রয়োজনীয় সব পদক্ষেপ গ্রহণ করছে। এ সময় উপস্থিত ছিলেন বিভিন্ন মন্ত্রণালয়ের ঊর্ধ্বতন কর্মকর্তারা। তারা বলেন, দেশের অর্থনীতি পুনরুদ্ধারে নানা উদ্যোগ নেওয়া হয়েছে এবং এর সুফল শিগগিরই মানুষ পাবে। বাজারে নিত্যপণ্যের দাম নিয়ন্ত্রণে রাখতে নিয়মিত তদারকি চলছে। প্রধান উপদেষ্টা ড. মুহাম্মদ ইউনূস বলেছেন, দেশের মানুষের প্রত্যাশা পূরণে অন্তর্বর্তী সরকার কাজ করে যাচ্ছে। নির্বাচন নিয়ে কোনো অনিশ্চয়তা নেই বলেও জানান তিনি। রাজনৈতিক দলগুলোর সঙ্গে আলোচনার মাধ্যমে সংস্কার প্রক্রিয়া এগিয়ে নেওয়া হবে। জনগণের অংশগ্রহণে একটি অবাধ ও সুষ্ঠু নির্বাচন অনুষ্ঠানের লক্ষ্যে সরকার প্রয়োজনীয় সব পদক্ষেপ গ্রহণ করছে। এ সময় উপস্থিত ছিলেন বিভিন্ন মন্ত্রণালয়ের ঊর্ধ্বতন কর্মকর্তারা। তারা বলেন, দেশের অর্থনীতি পুনরুদ্ধারে নানা উদ্যোগ নেওয়া হয়েছে এবং এর সুফল শিগগিরই মানুষ পাবে। বাজারে নিত্যপণ্যের দাম নিয়ন্ত্রণে রাখতে নিয়মিত তদারকি চলছে। প্রধান উপদেষ্টা ড. মুহাম্মদ ইউনূস বলেছেন, দেশের মানুষের প্রত্যাশা পূরণে অন্তর্বর্তী সরকার কাজ করে যাচ্ছে। নির্বাচন নিয়ে কোনো অনিশ্চয়তা নেই বলেও জানান তিনি। রাজনৈতিক দলগুলোর সঙ্গে আলোচনার মাধ্যমে সংস্কার প্রক্রিয়া এগিয়ে নেওয়া হবে। জনগণের অংশগ্রহণে একটি অবাধ ও সুষ্ঠু নির্বাচন অনুষ্ঠানের লক্ষ্যে সরকার প্রয়োজনীয় সব পদক্ষেপ গ্রহণ করছে। এ সময় উপস্থিত ছিলেন বিভিন্ন bbox=[578, 906, 696, 1550]
news-article bbox=[710, 1349, 828, 1479]
article-divider bbox=[182, 1457, 300, 1458]
article-divider bbox=[50, 300, 168, 301]
article-divider bbox=[50, 1389, 168, 1390]
section-title: খবর bbox=[706, 20, 752, 50]
article-headline[interactable]: ভ্যাপসা গরম bbox=[335, 553, 411, 572]
news-column bbox=[50, 84, 168, 1716]
news-column bbox=[710, 84, 828, 1487]
news-article bbox=[182, 1041, 300, 1449]
news-article bbox=[314, 374, 432, 541]
article-body: প্রধান উপদেষ্টা ড. মুহাম্মদ ইউনূস বলেছেন, দেশের মানুষের প্রত্যাশা পূরণে অন্তর্বর্তী সরকার কাজ করে যাচ্ছে। নির্বাচন নিয়ে কোনো অনিশ্চয়তা নেই বলেও জানান তিনি। রাজনৈতিক দলগুলোর সঙ্গে আলোচনার মাধ্যমে সংস্কার প্রক্রিয়া এগিয়ে নেওয়া হবে। জনগণের অংশগ্রহণে একটি অবাধ ও সুষ্ঠু নির্বাচন অনুষ্ঠানের লক্ষ্যে সরকার প্রয়োজনীয় সব পদক্ষেপ গ্রহণ করছে। এ সময় উপস্থিত ছিলেন বিভিন্ন মন্ত্রণালয়ের ঊর্ধ্বতন কর্মকর্তারা। তারা বলেন, দেশের অর্থনীতি পুনরুদ্ধারে নানা উদ্যোগ নেওয়া হয়েছে এবং এর সুফল শিগগিরই মানুষ পাবে। বাজারে নিত্যপণ্যের দাম নিয়ন্ত্রণে রাখতে নিয়মিত তদারকি চলছে। প্রধান উপদেষ্টা ড. মুহাম্মদ ইউনূস বলেছেন, দেশের মানুষের প্রত্যাশা পূরণে অন্তর্বর্তী সরকার কাজ করে যাচ্ছে। নির্বাচন নিয়ে কোনো অনিশ্চয়তা নেই বলেও জানান তিনি। রাজনৈতিক দলগুলোর সঙ্গে আলোচনার মাধ্যমে সংস্কার প্রক্রিয়া এগিয়ে নেওয়া হবে। জনগণের অংশগ্রহণে একটি অবাধ ও সুষ্ঠু নির্বাচন অনুষ্ঠানের লক্ষ্যে সরকার প্রয়োজনীয় সব পদক্ষেপ গ্রহণ করছে। এ সময় উপস্থিত ছিলেন বিভিন্ন মন্ত্রণালয়ের ঊর্ধ্বতন কর্মকর্তারা। তারা বলেন, দেশের অর্থনীতি পুনরুদ্ধারে নানা উদ্যোগ নেওয়া হয়েছে এবং এর সুফল শিগগিরই মানুষ পাবে। বাজারে নিত্যপণ্যের দাম নিয়ন্ত্রণে রাখতে নিয়মিত তদারকি bbox=[50, 1431, 168, 1707]
article-divider bbox=[182, 467, 300, 468]
article-body: প্রধান উপদেষ্টা ড. মুহাম্মদ ইউনূস বলেছেন, দেশের মানুষের প্রত্যাশা পূরণে অন্তর্বর্তী সরকার কাজ করে যাচ্ছে। নির্বাচন নিয়ে কোনো অনিশ্চয়তা নেই বলেও জানান তিনি। রাজনৈতিক দলগুলোর সঙ্গে আলোচনার মাধ্যমে সংস্কার প্রক্রিয়া এগিয়ে নেওয়া হবে। জনগণের অংশগ্রহণে একটি অবাধ ও সুষ্ঠু নির্বাচন অনুষ্ঠানের লক্ষ্যে সরকার প্রয়োজনীয় সব পদক্ষেপ গ্রহণ করছে। এ সময় উপস্থিত ছিলেন বিভিন্ন মন্ত্রণালয়ের ঊর্ধ্বতন কর্মকর্তারা। তারা বলেন, দেশের অর্থনীতি পুনরুদ্ধারে নানা উদ্যোগ নেওয়া হয়েছে এবং এর সুফল শিগগিরই মানুষ পাবে। বাজারে নিত্যপণ্যের দাম নিয়ন্ত্রণে রাখতে নিয়মিত তদারকি চলছে। প্রধান উপদেষ্টা ড. মুহাম্মদ ইউনূস bbox=[446, 747, 564, 894]
article-body: প্রধান উপদেষ্টা ড. মুহাম্মদ ইউনূস বলেছেন, দেশের মানুষের প্রত্যাশা পূরণে অন্তর্বর্তী সরকার কাজ করে যাচ্ছে। নির্বাচন নিয়ে কোনো অনিশ্চয়তা নেই বলেও জানান তিনি। রাজনৈতিক দলগুলোর সঙ্গে আলোচনার মাধ্যমে সংস্কার প্রক্রিয়া এগিয়ে নেওয়া হবে। জনগণের অংশগ্রহণে একটি অবাধ ও সুষ্ঠু নির্বাচন অনুষ্ঠানের লক্ষ্যে সরকার প্রয়োজনীয় সব পদক্ষেপ গ্রহণ করছে। এ সময় উপস্থিত ছিলেন বিভিন্ন মন্ত্রণালয়ের ঊর্ধ্বতন কর্মকর্তারা। তারা বলেন, দেশের অর্থনীতি পুনরুদ্ধারে নানা উদ্যোগ নেওয়া হয়েছে এবং এর সুফল শিগগিরই মানুষ পাবে। বাজারে নিত্যপণ্যের দাম নিয়ন্ত্রণে রাখতে নিয়মিত তদারকি চলছে। প্রধান উপদেষ্টা ড. মুহাম্মদ ইউনূস বলেছেন, দেশের মানুষের প্রত্যাশা পূরণে অন্তর্বর্তী সরকার কাজ করে যাচ্ছে। নির্বাচন নিয়ে কোনো অনিশ্চয়তা নেই বলেও জানান তিনি। রাজনৈতিক দলগুলোর সঙ্গে আলোচনার মাধ্যমে সংস্কার প্রক্রিয়া এগিয়ে নেওয়া হবে। জনগণের অংশগ্রহণে একটি অবাধ ও সুষ্ঠু নির্বাচন অনুষ্ঠানের লক্ষ্যে সরকার প্রয়োজনীয় সব পদক্ষেপ গ্রহণ করছে। এ সময় উপস্থিত ছিলেন বিভিন্ন মন্ত্রণালয়ের ঊর্ধ্বতন কর্মকর্তারা। তারা বলেন, দেশের অর্থনীতি পুনরুদ্ধারে নানা উদ্যোগ নেওয়া হয়েছে এবং এর সুফল শিগগিরই মানুষ পাবে। বাজারে নিত্যপণ্যের দাম নিয়ন্ত্রণে রাখতে নিয়মিত তদারকি চলছে। প্রধান উপদেষ্টা ড. মুহাম্মদ ইউনূস বলেছেন, দেশের মানুষের প্রত্যাশা পূরণে অন্তর্বর্তী সরকার কাজ করে যাচ্ছে। নির্বাচন নিয়ে কোনো অনিশ্চয়তা নেই বলেও জানান তিনি। রাজনৈতিক দলগুলোর সঙ্গে আলোচনার মাধ্যমে সংস্কার প্রক্রিয়া এগিয়ে নেওয়া হবে। জনগণের অংশগ্রহণে একটি অবাধ ও সুষ্ঠু নির্বাচন অনুষ্ঠানের লক্ষ্যে সরকার প্রয়োজনীয় সব পদক্ষেপ গ্রহণ করছে। এ সময় উপস্থিত ছিলেন বিভিন্ন bbox=[182, 1080, 300, 1448]
article-headline[interactable]: ঈদের ছুটিতে bbox=[466, 709, 543, 728]
continued-label: প্রথম পাতার পর bbox=[83, 636, 135, 645]
news-column bbox=[446, 84, 564, 1427]
continued-label: প্রথম পাতার পর bbox=[743, 810, 795, 820]
continued-label: প্রথম পাতার পর bbox=[215, 113, 267, 123]
article-divider bbox=[314, 369, 432, 370]
article-body: প্রধান উপদেষ্টা ড. মুহাম্মদ ইউনূস বলেছেন, দেশের মানুষের প্রত্যাশা পূরণে অন্তর্বর্তী সরকার কাজ করে যাচ্ছে। নির্বাচন নিয়ে কোনো অনিশ্চয়তা নেই বলেও জানান তিনি। রাজনৈতিক দলগুলোর সঙ্গে আলোচনার মাধ্যমে সংস্কার প্রক্রিয়া এগিয়ে নেওয়া হবে। জনগণের অংশগ্রহণে একটি অবাধ ও সুষ্ঠু নির্বাচন অনুষ্ঠানের লক্ষ্যে সরকার প্রয়োজনীয় সব পদক্ষেপ গ্রহণ করছে। এ সময় উপস্থিত ছিলেন বিভিন্ন মন্ত্রণালয়ের ঊর্ধ্বতন কর্মকর্তারা। তারা বলেন, দেশের অর্থনীতি পুনরুদ্ধারে নানা bbox=[446, 125, 564, 235]
column-divider bbox=[306, 84, 307, 1342]
article-body: প্রধান উপদেষ্টা ড. মুহাম্মদ ইউনূস বলেছেন, দেশের মানুষের প্রত্যাশা পূরণে অন্তর্বর্তী সরকার কাজ করে যাচ্ছে। নির্বাচন নিয়ে কোনো অনিশ্চয়তা নেই বলেও জানান তিনি। রাজনৈতিক দলগুলোর সঙ্গে আলোচনার মাধ্যমে সংস্কার প্রক্রিয়া এগিয়ে bbox=[314, 949, 432, 1004]
continued-label: প্রথম পাতার পর bbox=[743, 271, 795, 281]
column-divider bbox=[570, 84, 571, 1342]
news-article bbox=[50, 88, 168, 292]
continued-label: প্রথম পাতার পর bbox=[611, 891, 663, 901]
article-body: প্রধান উপদেষ্টা ড. মুহাম্মদ ইউনূস বলেছেন, দেশের মানুষের প্রত্যাশা পূরণে অন্তর্বর্তী সরকার কাজ করে যাচ্ছে। নির্বাচন নিয়ে কোনো অনিশ্চয়তা নেই বলেও জানান তিনি। রাজনৈতিক দলগুলোর সঙ্গে আলোচনার মাধ্যমে সংস্কার প্রক্রিয়া এগিয়ে নেওয়া হবে। জনগণের অংশগ্রহণে একটি অবাধ ও সুষ্ঠু নির্বাচন অনুষ্ঠানের লক্ষ্যে সরকার প্রয়োজনীয় সব পদক্ষেপ গ্রহণ করছে। এ সময় উপস্থিত ছিলেন বিভিন্ন মন্ত্রণালয়ের ঊর্ধ্বতন কর্মকর্তারা। তারা বলেন, দেশের অর্থনীতি পুনরুদ্ধারে নানা উদ্যোগ নেওয়া হয়েছে এবং এর সুফল শিগগিরই মানুষ পাবে। বাজারে নিত্যপণ্যের bbox=[50, 651, 168, 779]
continued-label: প্রথম পাতার পর bbox=[347, 1527, 399, 1537]
article-headline[interactable]: হাসিনার ১৬ বছরের bbox=[578, 88, 696, 106]
continued-label: প্রথম পাতার পর bbox=[347, 396, 399, 406]
article-headline[interactable]: ঈদ শেষে bbox=[346, 193, 400, 212]
article-divider bbox=[446, 244, 564, 245]
article-divider bbox=[314, 1500, 432, 1501]
continued-label: প্রথম পাতার পর bbox=[479, 732, 531, 741]
article-headline[interactable]: সরকারি bbox=[218, 1461, 264, 1480]
news-article bbox=[50, 613, 168, 780]
news-article bbox=[314, 912, 432, 1005]
news-article bbox=[710, 447, 828, 633]
article-body: প্রধান উপদেষ্টা ড. মুহাম্মদ ইউনূস বলেছেন, দেশের মানুষের প্রত্যাশা পূরণে অন্তর্বর্তী সরকার কাজ করে যাচ্ছে। নির্বাচন নিয়ে কোনো অনিশ্চয়তা নেই বলেও জানান তিনি। রাজনৈতিক দলগুলোর সঙ্গে আলোচনার মাধ্যমে সংস্কার প্রক্রিয়া এগিয়ে নেওয়া হবে। জনগণের অংশগ্রহণে একটি অবাধ ও সুষ্ঠু নির্বাচন অনুষ্ঠানের লক্ষ্যে সরকার প্রয়োজনীয় সব পদক্ষেপ গ্রহণ করছে। এ সময় উপস্থিত ছিলেন বিভিন্ন মন্ত্রণালয়ের ঊর্ধ্বতন কর্মকর্তারা। তারা বলেন, দেশের অর্থনীতি পুনরুদ্ধারে নানা উদ্যোগ নেওয়া হয়েছে এবং এর সুফল শিগগিরই মানুষ পাবে। বাজারে নিত্যপণ্যের দাম নিয়ন্ত্রণে রাখতে নিয়মিত তদারকি চলছে। প্রধান উপদেষ্টা ড. মুহাম্মদ ইউনূস বলেছেন, দেশের মানুষের প্রত্যাশা পূরণে অন্তর্বর্তী সরকার কাজ করে যাচ্ছে। নির্বাচন নিয়ে কোনো অনিশ্চয়তা নেই বলেও জানান তিনি। রাজনৈতিক দলগুলোর সঙ্গে bbox=[710, 1152, 828, 1336]
news-article bbox=[314, 553, 432, 793]
continued-label: প্রথম পাতার পর bbox=[347, 110, 399, 120]
article-headline[interactable]: রবীন্দ্র কাছারি bbox=[597, 396, 677, 415]
article-headline[interactable]: ড. ইউনূসের bbox=[594, 866, 680, 887]
logo-text-part2: বর্তমান bbox=[121, 8, 216, 49]
article-body: প্রধান উপদেষ্টা ড. মুহাম্মদ ইউনূস বলেছেন, দেশের মানুষের প্রত্যাশা পূরণে অন্তর্বর্তী সরকার কাজ করে যাচ্ছে। নির্বাচন নিয়ে কোনো অনিশ্চয়তা নেই বলেও জানান তিনি। রাজনৈতিক দলগুলোর সঙ্গে আলোচনার মাধ্যমে সংস্কার প্রক্রিয়া এগিয়ে নেওয়া হবে। জনগণের অংশগ্রহণে একটি অবাধ ও সুষ্ঠু নির্বাচন অনুষ্ঠানের লক্ষ্যে সরকার প্রয়োজনীয় সব পদক্ষেপ গ্রহণ করছে। এ সময় উপস্থিত ছিলেন বিভিন্ন মন্ত্রণালয়ের ঊর্ধ্বতন কর্মকর্তারা। তারা বলেন, দেশের অর্থনীতি পুনরুদ্ধারে নানা উদ্যোগ নেওয়া হয়েছে এবং এর সুফল শিগগিরই মানুষ পাবে। বাজারে নিত্যপণ্যের দাম নিয়ন্ত্রণে রাখতে নিয়মিত তদারকি চলছে। প্রধান উপদেষ্টা ড. মুহাম্মদ ইউনূস বলেছেন, দেশের মানুষের প্রত্যাশা পূরণে অন্তর্বর্তী সরকার কাজ করে যাচ্ছে। নির্বাচন নিয়ে কোনো অনিশ্চয়তা নেই বলেও জানান তিনি। রাজনৈতিক দলগুলোর সঙ্গে আলোচনার মাধ্যমে সংস্কার প্রক্রিয়া এগিয়ে নেওয়া হবে। জনগণের অংশগ্রহণে একটি অবাধ ও সুষ্ঠু নির্বাচন অনুষ্ঠানের লক্ষ্যে সরকার প্রয়োজনীয় সব পদক্ষেপ গ্রহণ করছে। এ সময় উপস্থিত ছিলেন বিভিন্ন মন্ত্রণালয়ের ঊর্ধ্বতন কর্মকর্তারা। তারা বলেন, দেশের অর্থনীতি পুনরুদ্ধারে নানা উদ্যোগ নেওয়া হয়েছে এবং এর সুফল শিগগিরই মানুষ পাবে। বাজারে নিত্যপণ্যের দাম নিয়ন্ত্রণে রাখতে নিয়মিত তদারকি bbox=[710, 825, 828, 1101]
article-headline[interactable]: শ্রম অধিকার bbox=[67, 793, 151, 813]
news-article bbox=[578, 88, 696, 384]
article-headline[interactable]: ইলন মাস্কের bbox=[733, 645, 805, 663]
continued-label: প্রথম পাতার পর bbox=[215, 1484, 267, 1494]
news-column bbox=[182, 84, 300, 1563]
